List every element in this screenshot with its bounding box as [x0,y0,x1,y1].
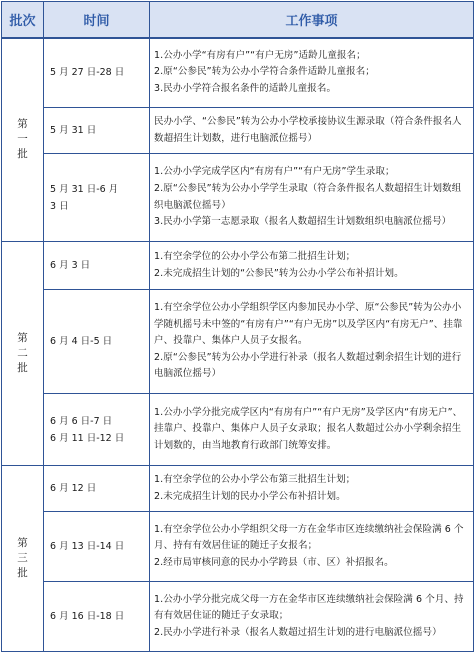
batch-cell-3: 第 三 批 [2,466,44,652]
time-cell: 6 月 13 日-14 日 [44,512,150,582]
time-cell: 6 月 6 日-7 日 6 月 11 日-12 日 [44,394,150,466]
matters-cell: 1.公办小学分批完成学区内“有房有户”“有户无房”及学区内“有房无户”、挂靠户、投靠户、集体户人员子女录取；报名人数超过公办小学剩余招生计划数的，由当地教育行政部门统筹安排。 [150,394,474,466]
table-row [2,466,474,512]
matters-cell: 1.有空余学位公办小学组织父母一方在金华市区连续缴纳社会保险满 6 个月、持有有效居住证的随迁子女报名； 2.经市局审核同意的民办小学跨县（市、区）补招报名。 [150,512,474,582]
table-row [2,394,474,466]
matters-cell: 1.公办小学完成学区内“有房有户”“有户无房”学生录取； 2.原“公参民”转为公办小学学生录取（符合条件报名人数超招生计划数组织电脑派位摇号） 3.民办小学第一志愿录取（报名人数超招生计划数组织电脑派位摇号） [150,154,474,242]
enrollment-schedule-table [1,1,474,652]
time-cell: 6 月 3 日 [44,242,150,290]
table-row [2,38,474,108]
table-row [2,154,474,242]
header-time: 时间 [44,2,150,38]
batch-cell-1: 第 一 批 [2,38,44,242]
matters-cell: 1.有空余学位的公办小学公布第三批招生计划； 2.未完成招生计划的民办小学公布补招计划。 [150,466,474,512]
batch-cell-2: 第 二 批 [2,242,44,466]
time-cell: 6 月 12 日 [44,466,150,512]
table-row [2,242,474,290]
matters-cell: 民办小学、“公参民”转为公办小学校承接协议生源录取（符合条件报名人数超招生计划数，进行电脑派位摇号） [150,108,474,154]
time-cell: 6 月 16 日-18 日 [44,582,150,652]
table-row [2,108,474,154]
matters-cell: 1.公办小学“有房有户”“有户无房”适龄儿童报名； 2.原“公参民”转为公办小学符合条件适龄儿童报名； 3.民办小学符合报名条件的适龄儿童报名。 [150,38,474,108]
table-header-row [2,2,474,38]
time-cell: 5 月 27 日-28 日 [44,38,150,108]
table-row [2,290,474,394]
header-batch: 批次 [2,2,44,38]
matters-cell: 1.公办小学分批完成父母一方在金华市区连续缴纳社会保险满 6 个月、持有有效居住证的随迁子女录取； 2.民办小学进行补录（报名人数超过招生计划的进行电脑派位摇号） [150,582,474,652]
time-cell: 5 月 31 日-6 月 3 日 [44,154,150,242]
matters-cell: 1.有空余学位的公办小学公布第二批招生计划； 2.未完成招生计划的“公参民”转为公办小学公布补招计划。 [150,242,474,290]
matters-cell: 1.有空余学位公办小学组织学区内参加民办小学、原“公参民”转为公办小学随机摇号未中签的“有房有户”“有户无房”以及学区内“有房无户”、挂靠户、投靠户、集体户人员子女报名。 2.原“公参民”转为公办小学进行补录（报名人数超过剩余招生计划的进行电脑派位摇号） [150,290,474,394]
time-cell: 5 月 31 日 [44,108,150,154]
time-cell: 6 月 4 日-5 日 [44,290,150,394]
header-matters: 工作事项 [150,2,474,38]
table-row [2,582,474,652]
table-row [2,512,474,582]
